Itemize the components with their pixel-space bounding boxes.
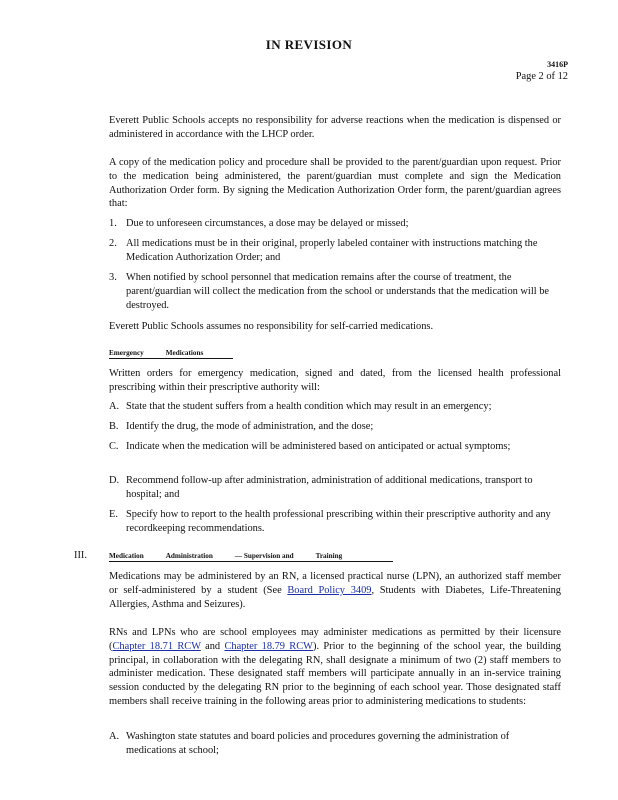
- chapter-18-79-link[interactable]: Chapter 18.79 RCW: [224, 640, 313, 652]
- paragraph-emergency-orders: Written orders for emergency medication, signed and dated, from the licensed health professional prescribing within their prescriptive authority will:: [109, 368, 561, 393]
- paragraph-rn-lpn: RNs and LPNs who are school employees may administer medications as permitted by their licensure (Chapter 18.71 RCW and Chapter 18.79 RCW). Prior to the beginning of the school year, the building principal, in collaboration with the delegating RN, shall designate a minimum of two (2) staff members to administer medication. These designated staff members will participate annually in an in-service training session conducted by the delegating RN prior to the beginning of each school year. Those designated staff members shall receive training in the following areas prior to administering medications to students:: [109, 627, 562, 707]
- list-item-label: D.: [109, 475, 120, 486]
- chapter-18-71-link[interactable]: Chapter 18.71 RCW: [112, 640, 201, 652]
- emergency-medications-heading: Emergency Medications: [109, 348, 233, 359]
- list-item-label: 1.: [109, 218, 117, 229]
- list-item-label: A.: [109, 731, 120, 742]
- list-item-text: When notified by school personnel that medication remains after the course of treatment, the parent/guardian will collect the medication from the school or understands that the medication will be destroyed.: [126, 272, 550, 311]
- list-item: [109, 237, 561, 265]
- list-item-label: A.: [109, 401, 120, 412]
- policy-code: 3416P: [547, 60, 568, 69]
- paragraph-self-carried: Everett Public Schools assumes no responsibility for self-carried medications.: [109, 321, 434, 332]
- paragraph-liability: Everett Public Schools accepts no responsibility for adverse reactions when the medication is dispensed or administered in accordance with the LHCP order.: [109, 115, 561, 140]
- list-item: [109, 420, 561, 434]
- list-item: [109, 440, 561, 454]
- list-item-label: B.: [109, 421, 119, 432]
- section-number: III.: [74, 550, 87, 561]
- section-heading: Medication Administration — Supervision and Training: [109, 551, 393, 562]
- paragraph-policy-copy: A copy of the medication policy and procedure shall be provided to the parent/guardian upon request. Prior to the medication being administered, the parent/guardian must complete and sign the Medication Authorization Order form. By signing the Medication Authorization Order form, the parent/guardian agrees that:: [109, 157, 561, 210]
- list-item-text: Washington state statutes and board policies and procedures governing the administration of medications at school;: [126, 731, 510, 756]
- board-policy-link[interactable]: Board Policy 3409: [287, 584, 372, 596]
- list-item-text: Identify the drug, the mode of administration, and the dose;: [126, 421, 374, 432]
- list-item-text: Indicate when the medication will be administered based on anticipated or actual symptoms;: [126, 441, 511, 452]
- list-item: [109, 271, 561, 312]
- list-item: [109, 217, 561, 231]
- list-item-text: State that the student suffers from a health condition which may result in an emergency;: [126, 401, 492, 412]
- page-title: IN REVISION: [265, 37, 353, 52]
- list-item: [109, 508, 561, 536]
- list-item-label: C.: [109, 441, 119, 452]
- list-item: [109, 400, 561, 414]
- list-item-text: Specify how to report to the health professional prescribing within their prescriptive authority and any recordkeeping recommendations.: [126, 509, 551, 534]
- list-item-text: All medications must be in their original, properly labeled container with instructions matching the Medication Authorization Order; and: [126, 238, 538, 263]
- list-item-label: 3.: [109, 272, 117, 283]
- list-item-label: E.: [109, 509, 118, 520]
- list-item-text: Recommend follow-up after administration, administration of additional medications, transport to hospital; and: [126, 475, 533, 500]
- list-item: [109, 474, 561, 502]
- paragraph-who-administers: Medications may be administered by an RN, a licensed practical nurse (LPN), an authorized staff member or self-administered by a student (See Board Policy 3409, Students with Diabetes, Life-Threatening Allergies, Asthma and Seizures).: [109, 571, 561, 610]
- list-item: [109, 730, 561, 758]
- page-number: Page 2 of 12: [515, 71, 568, 82]
- list-item-label: 2.: [109, 238, 117, 249]
- list-item-text: Due to unforeseen circumstances, a dose may be delayed or missed;: [126, 218, 409, 229]
